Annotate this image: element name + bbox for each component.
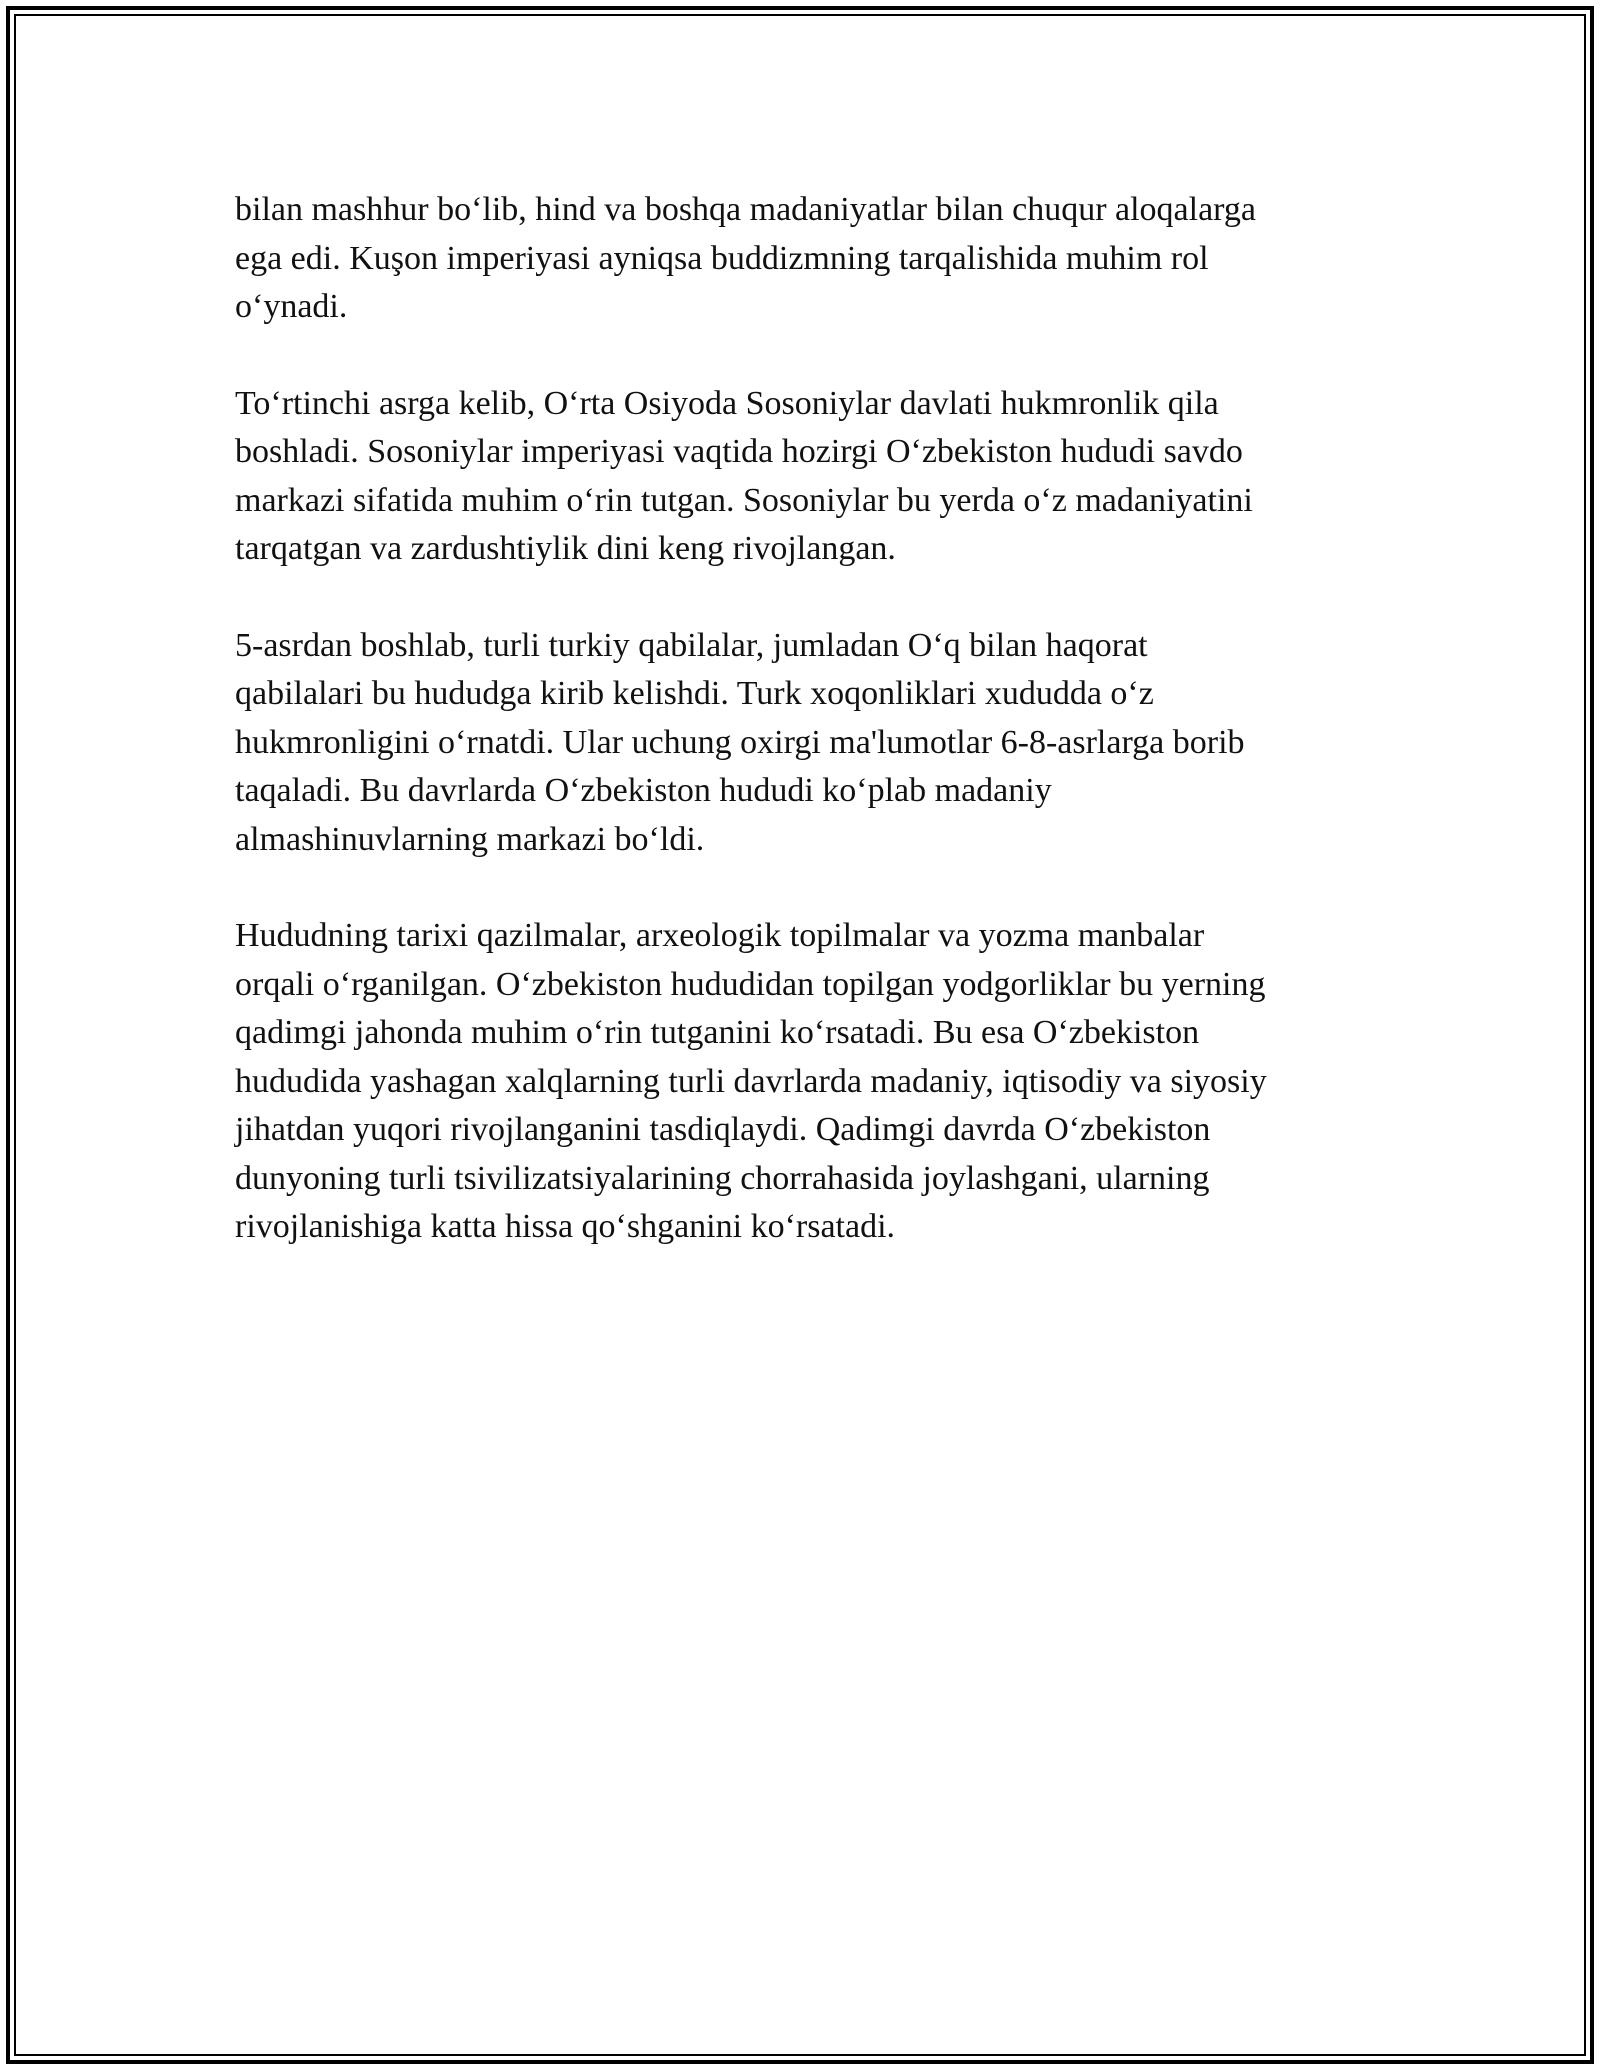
paragraph-4: Hududning tarixi qazilmalar, arxeologik topilmalar va yozma manbalar orqali o‘rganilgan. O‘zbekiston hududidan topilgan yodgorliklar bu yerning qadimgi jahonda muhim o‘rin tutganini ko‘rsatadi. Bu esa O‘zbekiston hududida yashagan xalqlarning turli davrlarda madaniy, iqtisodiy va siyosiy jihatdan yuqori rivojlanganini tasdiqlaydi. Qadimgi davrda O‘zbekiston dunyoning turli tsivilizatsiyalarining chorrahasida joylashgani, ularning rivojlanishiga katta hissa qo‘shganini ko‘rsatadi. xyxy=(235,917,1267,1245)
document-body xyxy=(235,186,1365,1300)
paragraph-1: bilan mashhur bo‘lib, hind va boshqa madaniyatlar bilan chuqur aloqalarga ega edi. Kuşon imperiyasi ayniqsa buddizmning tarqalishida muhim rol o‘ynadi. xyxy=(235,191,1256,325)
paragraph-2: To‘rtinchi asrga kelib, O‘rta Osiyoda Sosoniylar davlati hukmronlik qila boshladi. Sosoniylar imperiyasi vaqtida hozirgi O‘zbekiston hududi savdo markazi sifatida muhim o‘rin tutgan. Sosoniylar bu yerda o‘z madaniyatini tarqatgan va zardushtiylik dini keng rivojlangan. xyxy=(235,384,1253,567)
paragraph-3: 5-asrdan boshlab, turli turkiy qabilalar, jumladan O‘q bilan haqorat qabilalari bu hududga kirib kelishdi. Turk xoqonliklari xududda o‘z hukmronligini o‘rnatdi. Ular uchung oxirgi ma'lumotlar 6-8-asrlarga borib taqaladi. Bu davrlarda O‘zbekiston hududi ko‘plab madaniy almashinuvlarning markazi bo‘ldi. xyxy=(235,626,1245,858)
